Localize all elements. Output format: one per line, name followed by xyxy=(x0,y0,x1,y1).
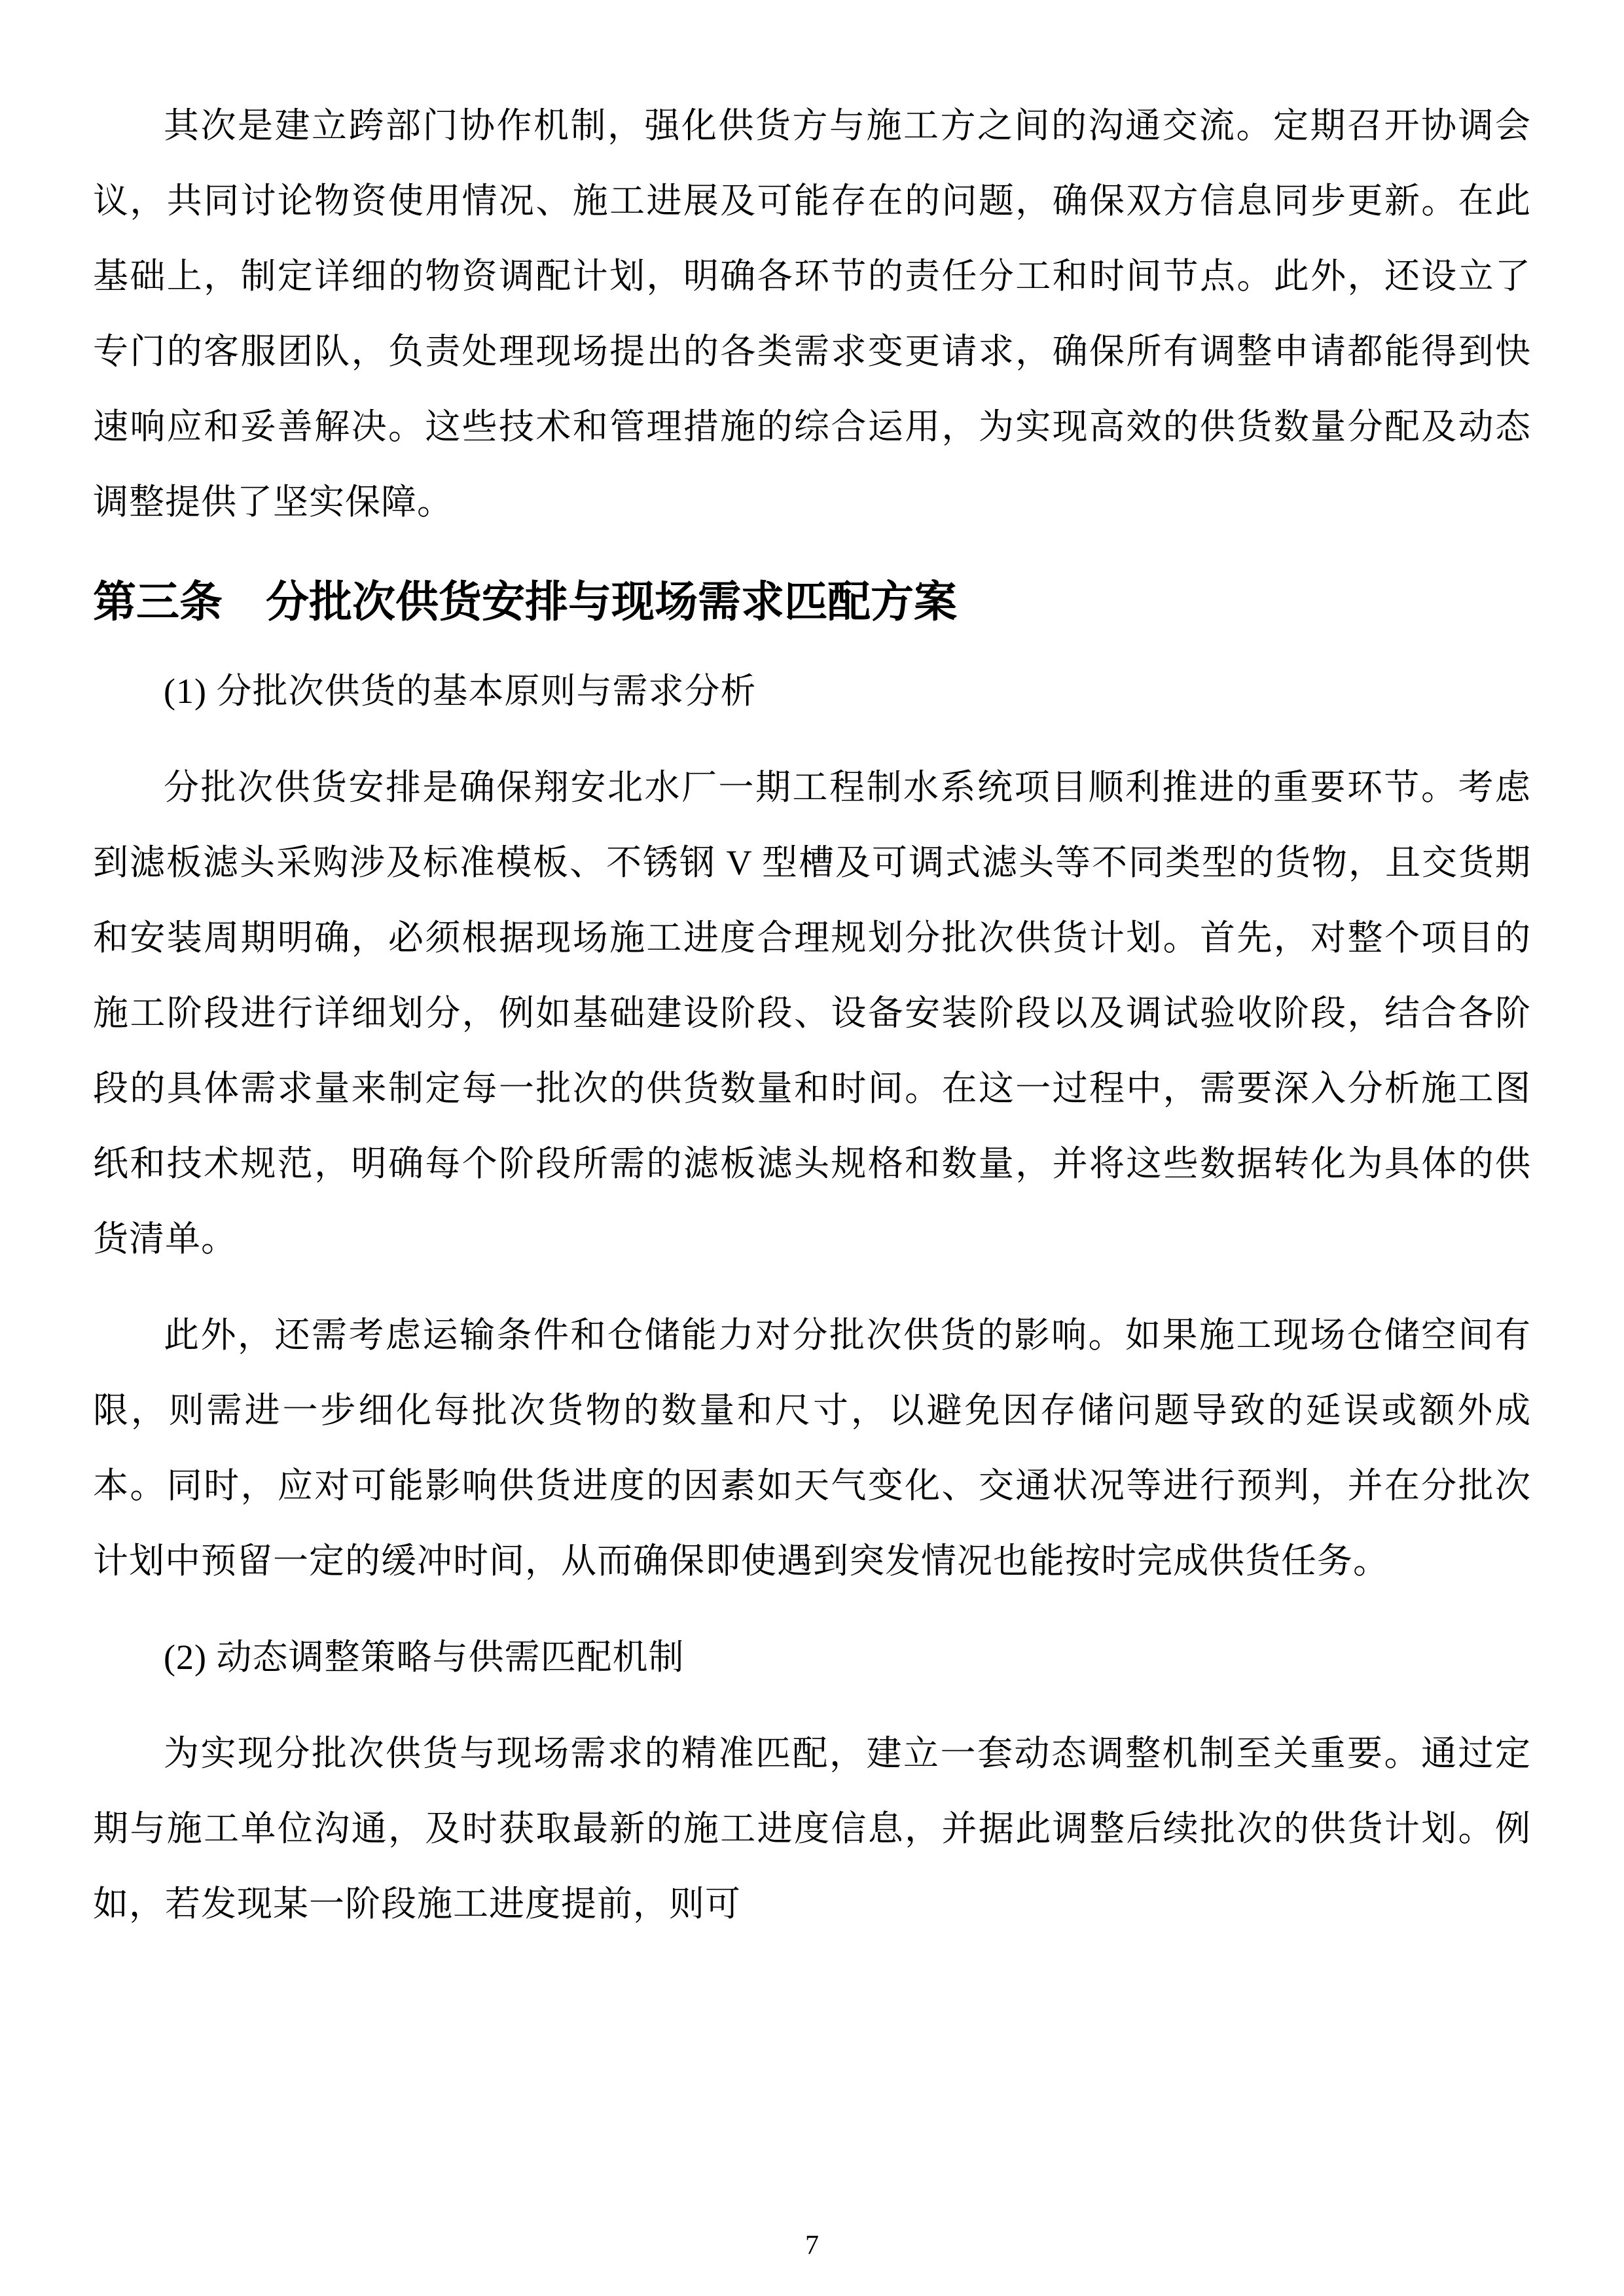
paragraph-batch-supply-principles: 分批次供货安排是确保翔安北水厂一期工程制水系统项目顺利推进的重要环节。考虑到滤板滤头采购涉及标准模板、不锈钢 V 型槽及可调式滤头等不同类型的货物，且交货期和安装周期明确，必须根据现场施工进度合理规划分批次供货计划。首先，对整个项目的施工阶段进行详细划分，例如基础建设阶段、设备安装阶段以及调试验收阶段，结合各阶段的具体需求量来制定每一批次的供货数量和时间。在这一过程中，需要深入分析施工图纸和技术规范，明确每个阶段所需的滤板滤头规格和数量，并将这些数据转化为具体的供货清单。 xyxy=(93,768,1531,1259)
sub-heading-1: (1) 分批次供货的基本原则与需求分析 xyxy=(164,672,757,711)
paragraph-dynamic-adjustment: 为实现分批次供货与现场需求的精准匹配，建立一套动态调整机制至关重要。通过定期与施工单位沟通，及时获取最新的施工进度信息，并据此调整后续批次的供货计划。例如，若发现某一阶段施工进度提前，则可 xyxy=(93,1734,1531,1924)
page-number: 7 xyxy=(805,2231,819,2261)
section-heading-article-3: 第三条 分批次供货安排与现场需求匹配方案 xyxy=(93,577,957,626)
paragraph-coordination-mechanism: 其次是建立跨部门协作机制，强化供货方与施工方之间的沟通交流。定期召开协调会议，共同讨论物资使用情况、施工进展及可能存在的问题，确保双方信息同步更新。在此基础上，制定详细的物资调配计划，明确各环节的责任分工和时间节点。此外，还设立了专门的客服团队，负责处理现场提出的各类需求变更请求，确保所有调整申请都能得到快速响应和妥善解决。这些技术和管理措施的综合运用，为实现高效的供货数量分配及动态调整提供了坚实保障。 xyxy=(93,106,1531,522)
sub-heading-2: (2) 动态调整策略与供需匹配机制 xyxy=(164,1638,685,1677)
page-footer xyxy=(0,2229,1624,2262)
paragraph-transport-storage: 此外，还需考虑运输条件和仓储能力对分批次供货的影响。如果施工现场仓储空间有限，则需进一步细化每批次货物的数量和尺寸，以避免因存储问题导致的延误或额外成本。同时，应对可能影响供货进度的因素如天气变化、交通状况等进行预判，并在分批次计划中预留一定的缓冲时间，从而确保即使遇到突发情况也能按时完成供货任务。 xyxy=(93,1316,1531,1581)
